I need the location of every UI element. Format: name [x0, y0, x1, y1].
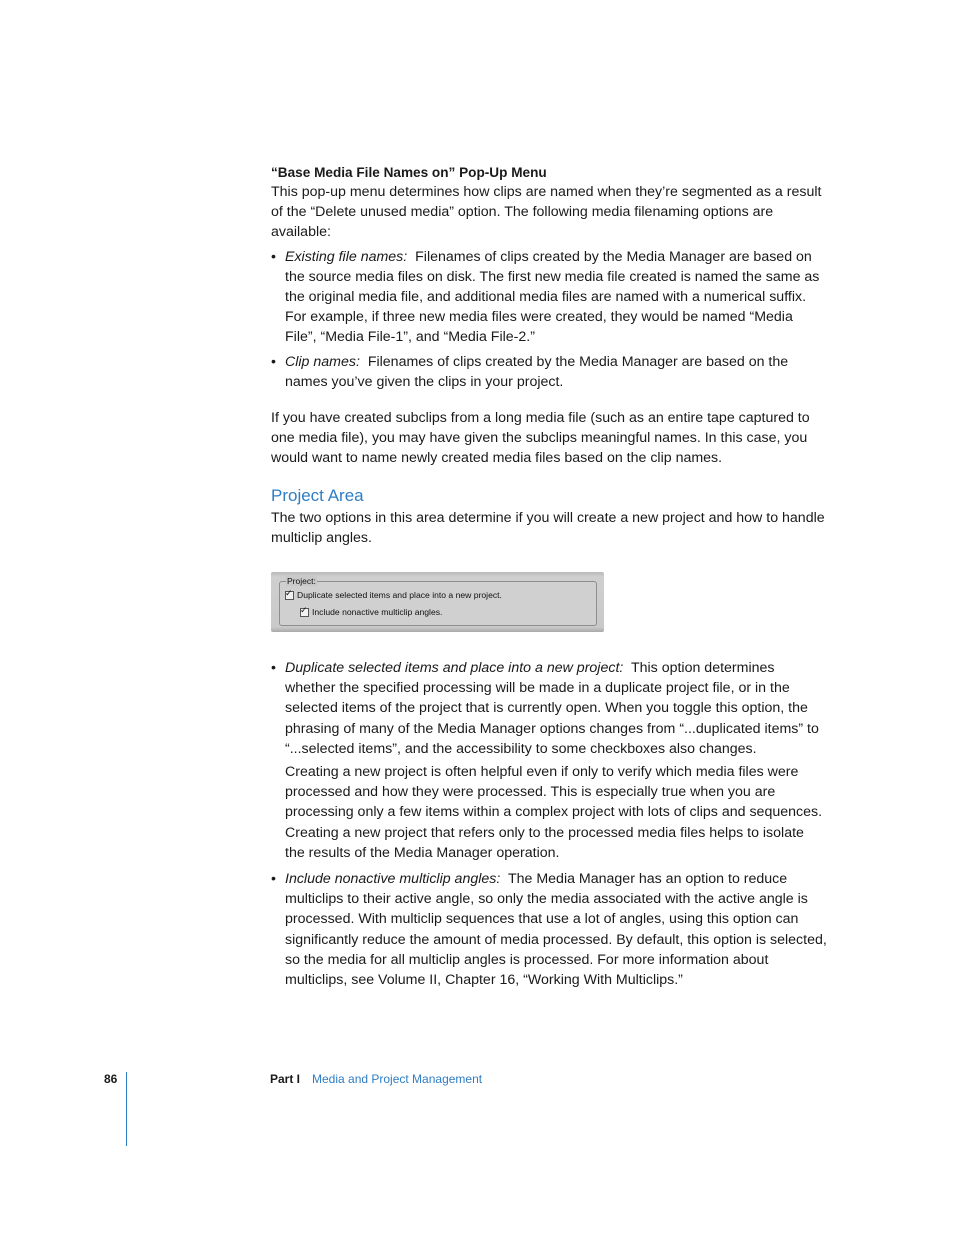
duplicate-option-label: Duplicate selected items and place into a new project.	[297, 590, 502, 601]
paragraph: If you have created subclips from a long media file (such as an entire tape captured to one media file), you may have given the subclips meaningful names. In this case, you would want to name newly created media files based on the clip names.	[271, 410, 810, 467]
item-text: Filenames of clips created by the Media Manager are based on the names you’ve given the clips in your project.	[285, 353, 789, 390]
list-item	[271, 352, 827, 392]
section-title: Project Area	[271, 485, 364, 505]
page-content	[271, 164, 827, 994]
duplicate-checkbox[interactable]	[285, 591, 294, 600]
item-text: This option determines whether the specified processing will be made in a duplicate project file, or in the selected items of the project that is currently open. When you toggle this option, the phrasing of many of the Media Manager options changes from “...duplicated items” to “...selected items”, and the accessibility to some checkboxes also changes.	[285, 660, 819, 757]
list-item	[271, 869, 827, 990]
term: Duplicate selected items and place into a new project:	[285, 660, 624, 677]
duplicate-option-row[interactable]	[285, 590, 502, 600]
paragraph: The two options in this area determine if you will create a new project and how to handle multiclip angles.	[271, 509, 825, 546]
footer-rule	[126, 1072, 127, 1146]
footer-chapter: Media and Project Management	[312, 1072, 483, 1086]
project-group-box	[279, 576, 597, 626]
page-number: 86	[104, 1072, 118, 1086]
bullet-list	[271, 658, 827, 990]
nonactive-option-row[interactable]	[300, 607, 442, 617]
bullet-list	[271, 247, 827, 392]
group-legend: Project:	[287, 576, 316, 587]
list-item	[271, 658, 827, 863]
list-item	[271, 247, 827, 348]
item-text: Filenames of clips created by the Media Manager are based on the source media files on disk. The first new media file created is named the same as the original media file, and additional media files are named with a numerical suffix. For example, if three new media files were created, they would be named “Media File”, “Media File-1”, and “Media File-2.”	[285, 248, 820, 346]
term: Include nonactive multiclip angles:	[285, 871, 501, 888]
nonactive-option-label: Include nonactive multiclip angles.	[312, 607, 443, 618]
term: Clip names:	[285, 353, 360, 370]
paragraph: Creating a new project is often helpful even if only to verify which media files were processed and how they were processed. This is especially true when you are processing only a few items within a complex project with lots of clips and sequences. Creating a new project that refers only to the processed media files helps to isolate the results of the Media Manager operation.	[285, 764, 823, 861]
section-heading: “Base Media File Names on” Pop-Up Menu	[271, 165, 547, 180]
item-text: The Media Manager has an option to reduce multiclips to their active angle, so only the media associated with the active angle is processed. With multiclip sequences that use a lot of angles, using this option can significantly reduce the amount of media processed. By default, this option is selected, so the media for all multiclip angles is processed. For more information about multiclips, see Volume II, Chapter 16, “Working With Multiclips.”	[285, 871, 827, 989]
project-options-screenshot	[271, 572, 604, 632]
paragraph: This pop-up menu determines how clips are named when they’re segmented as a result of the “Delete unused media” option. The following media filenaming options are available:	[271, 184, 822, 241]
nonactive-checkbox[interactable]	[300, 608, 309, 617]
footer-part: Part I	[270, 1072, 301, 1086]
term: Existing file names:	[285, 248, 408, 265]
